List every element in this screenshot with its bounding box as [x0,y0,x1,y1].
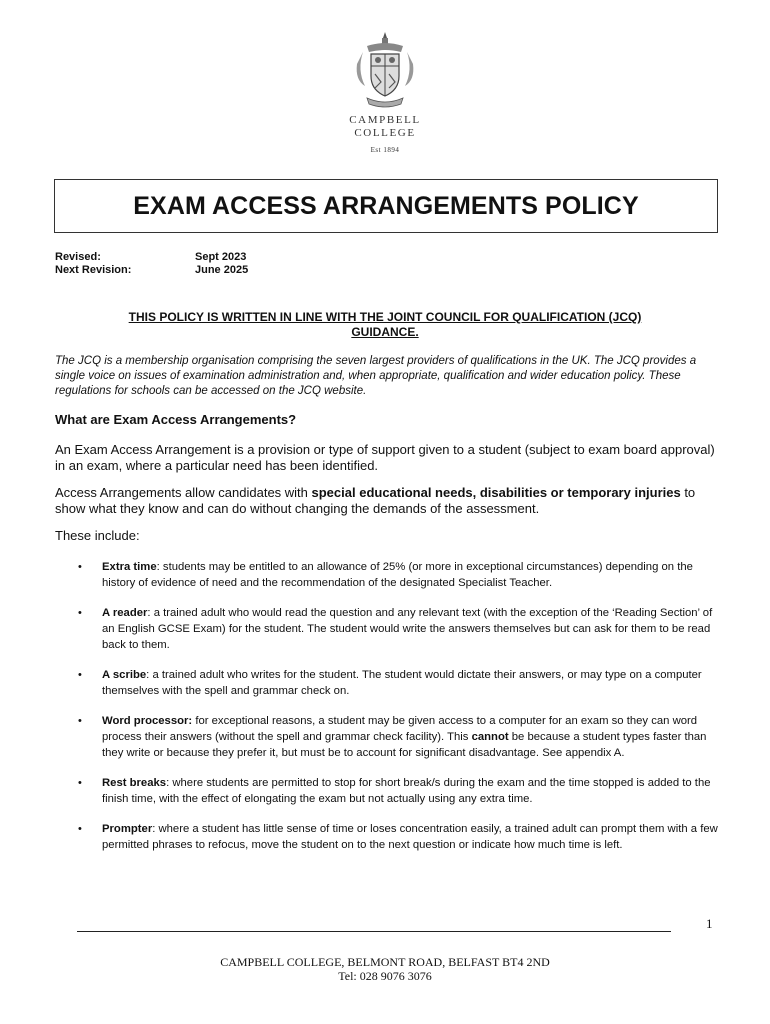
established-date: Est 1894 [370,146,400,154]
list-item [78,667,718,699]
footer-divider [77,931,671,932]
footer-address: CAMPBELL COLLEGE, BELMONT ROAD, BELFAST BT4 2ND [220,955,550,969]
item-text: : where a student has little sense of time or loses concentration easily, a trained adult can prompt them with a few permitted phrases to refocus, move the student on to the next question or indicate how much time is left. [102,823,718,851]
jcq-heading [55,310,715,340]
item-text-a: for exceptional reasons, a student may be given access to a computer for an exam so they can word process their answers (without the spell and grammar check facility). This [102,715,698,743]
item-text: : students may be entitled to an allowance of 25% (or more in exceptional circumstances) depending on the history of evidence of need and the recommendation of the designated Specialist Teacher. [102,561,693,589]
footer [0,955,770,983]
footer-phone: Tel: 028 9076 3076 [338,969,432,983]
page-number: 1 [706,916,713,931]
college-name-line2: COLLEGE [354,127,416,139]
list-item [78,821,718,853]
item-text: : a trained adult who would read the question and any relevant text (with the exception of the ‘Reading Section’ of an English GCSE Exam) for the student. The student would write the answers themselves but can ask for them to be read back to them. [102,607,713,651]
bullet-icon: • [78,561,82,573]
revision-meta [55,251,248,277]
item-term: Prompter [102,823,153,835]
item-term: Extra time [102,561,157,573]
revised-label: Revised: [55,251,101,263]
bullet-icon: • [78,777,82,789]
college-name [0,114,770,140]
purpose-text-b: to show what they know and can do without changing the demands of the assessment. [55,485,696,516]
definition-paragraph: An Exam Access Arrangement is a provision or type of support given to a student (subject to exam board approval) in an exam, where a particular need has been identified. [55,442,715,473]
item-text: : where students are permitted to stop for short break/s during the exam and the time stopped is added to the finish time, with the effect of elongating the exam but not actually using any extra time. [102,777,711,805]
bullet-icon: • [78,823,82,835]
list-item [78,775,718,807]
purpose-text-bold: special educational needs, disabilities or temporary injuries [311,485,681,500]
list-item [78,605,718,653]
item-text-b: be because a student types faster than they write or because they prefer it, but must be to account for significant disadvantage. See appendix A. [102,731,707,759]
item-text: : a trained adult who writes for the student. The student would dictate their answers, or may type on a computer themselves with the spell and grammar check on. [102,669,702,697]
item-term: A reader [102,607,148,619]
item-term: Rest breaks [102,777,167,789]
list-item [78,713,718,761]
bullet-icon: • [78,669,82,681]
jcq-heading-line1: THIS POLICY IS WRITTEN IN LINE WITH THE JOINT COUNCIL FOR QUALIFICATION (JCQ) [128,310,642,324]
item-term: Word processor: [102,715,193,727]
item-term: A scribe [102,669,147,681]
title-box [54,179,718,233]
arrangements-list [78,559,718,867]
revised-row [55,251,248,264]
next-revision-value: June 2025 [195,264,249,276]
next-revision-row [55,264,248,277]
list-intro: These include: [55,528,140,543]
bullet-icon: • [78,715,82,727]
item-text-bold: cannot [471,731,509,743]
list-item [78,559,718,591]
purpose-paragraph [55,485,720,517]
jcq-heading-line2: GUIDANCE. [351,325,419,339]
intro-paragraph: The JCQ is a membership organisation comprising the seven largest providers of qualifications in the UK. The JCQ provides a single voice on issues of examination administration and, when appropriate, qualification and wider education policy. These regulations for schools can be accessed on the JCQ website. [55,355,697,397]
document-title: EXAM ACCESS ARRANGEMENTS POLICY [133,191,639,220]
section-heading: What are Exam Access Arrangements? [55,412,297,427]
revised-value: Sept 2023 [195,251,247,263]
college-name-line1: CAMPBELL [349,114,421,126]
purpose-text-a: Access Arrangements allow candidates with [55,485,312,500]
next-revision-label: Next Revision: [55,264,132,276]
bullet-icon: • [78,607,82,619]
college-crest-icon [345,30,425,110]
